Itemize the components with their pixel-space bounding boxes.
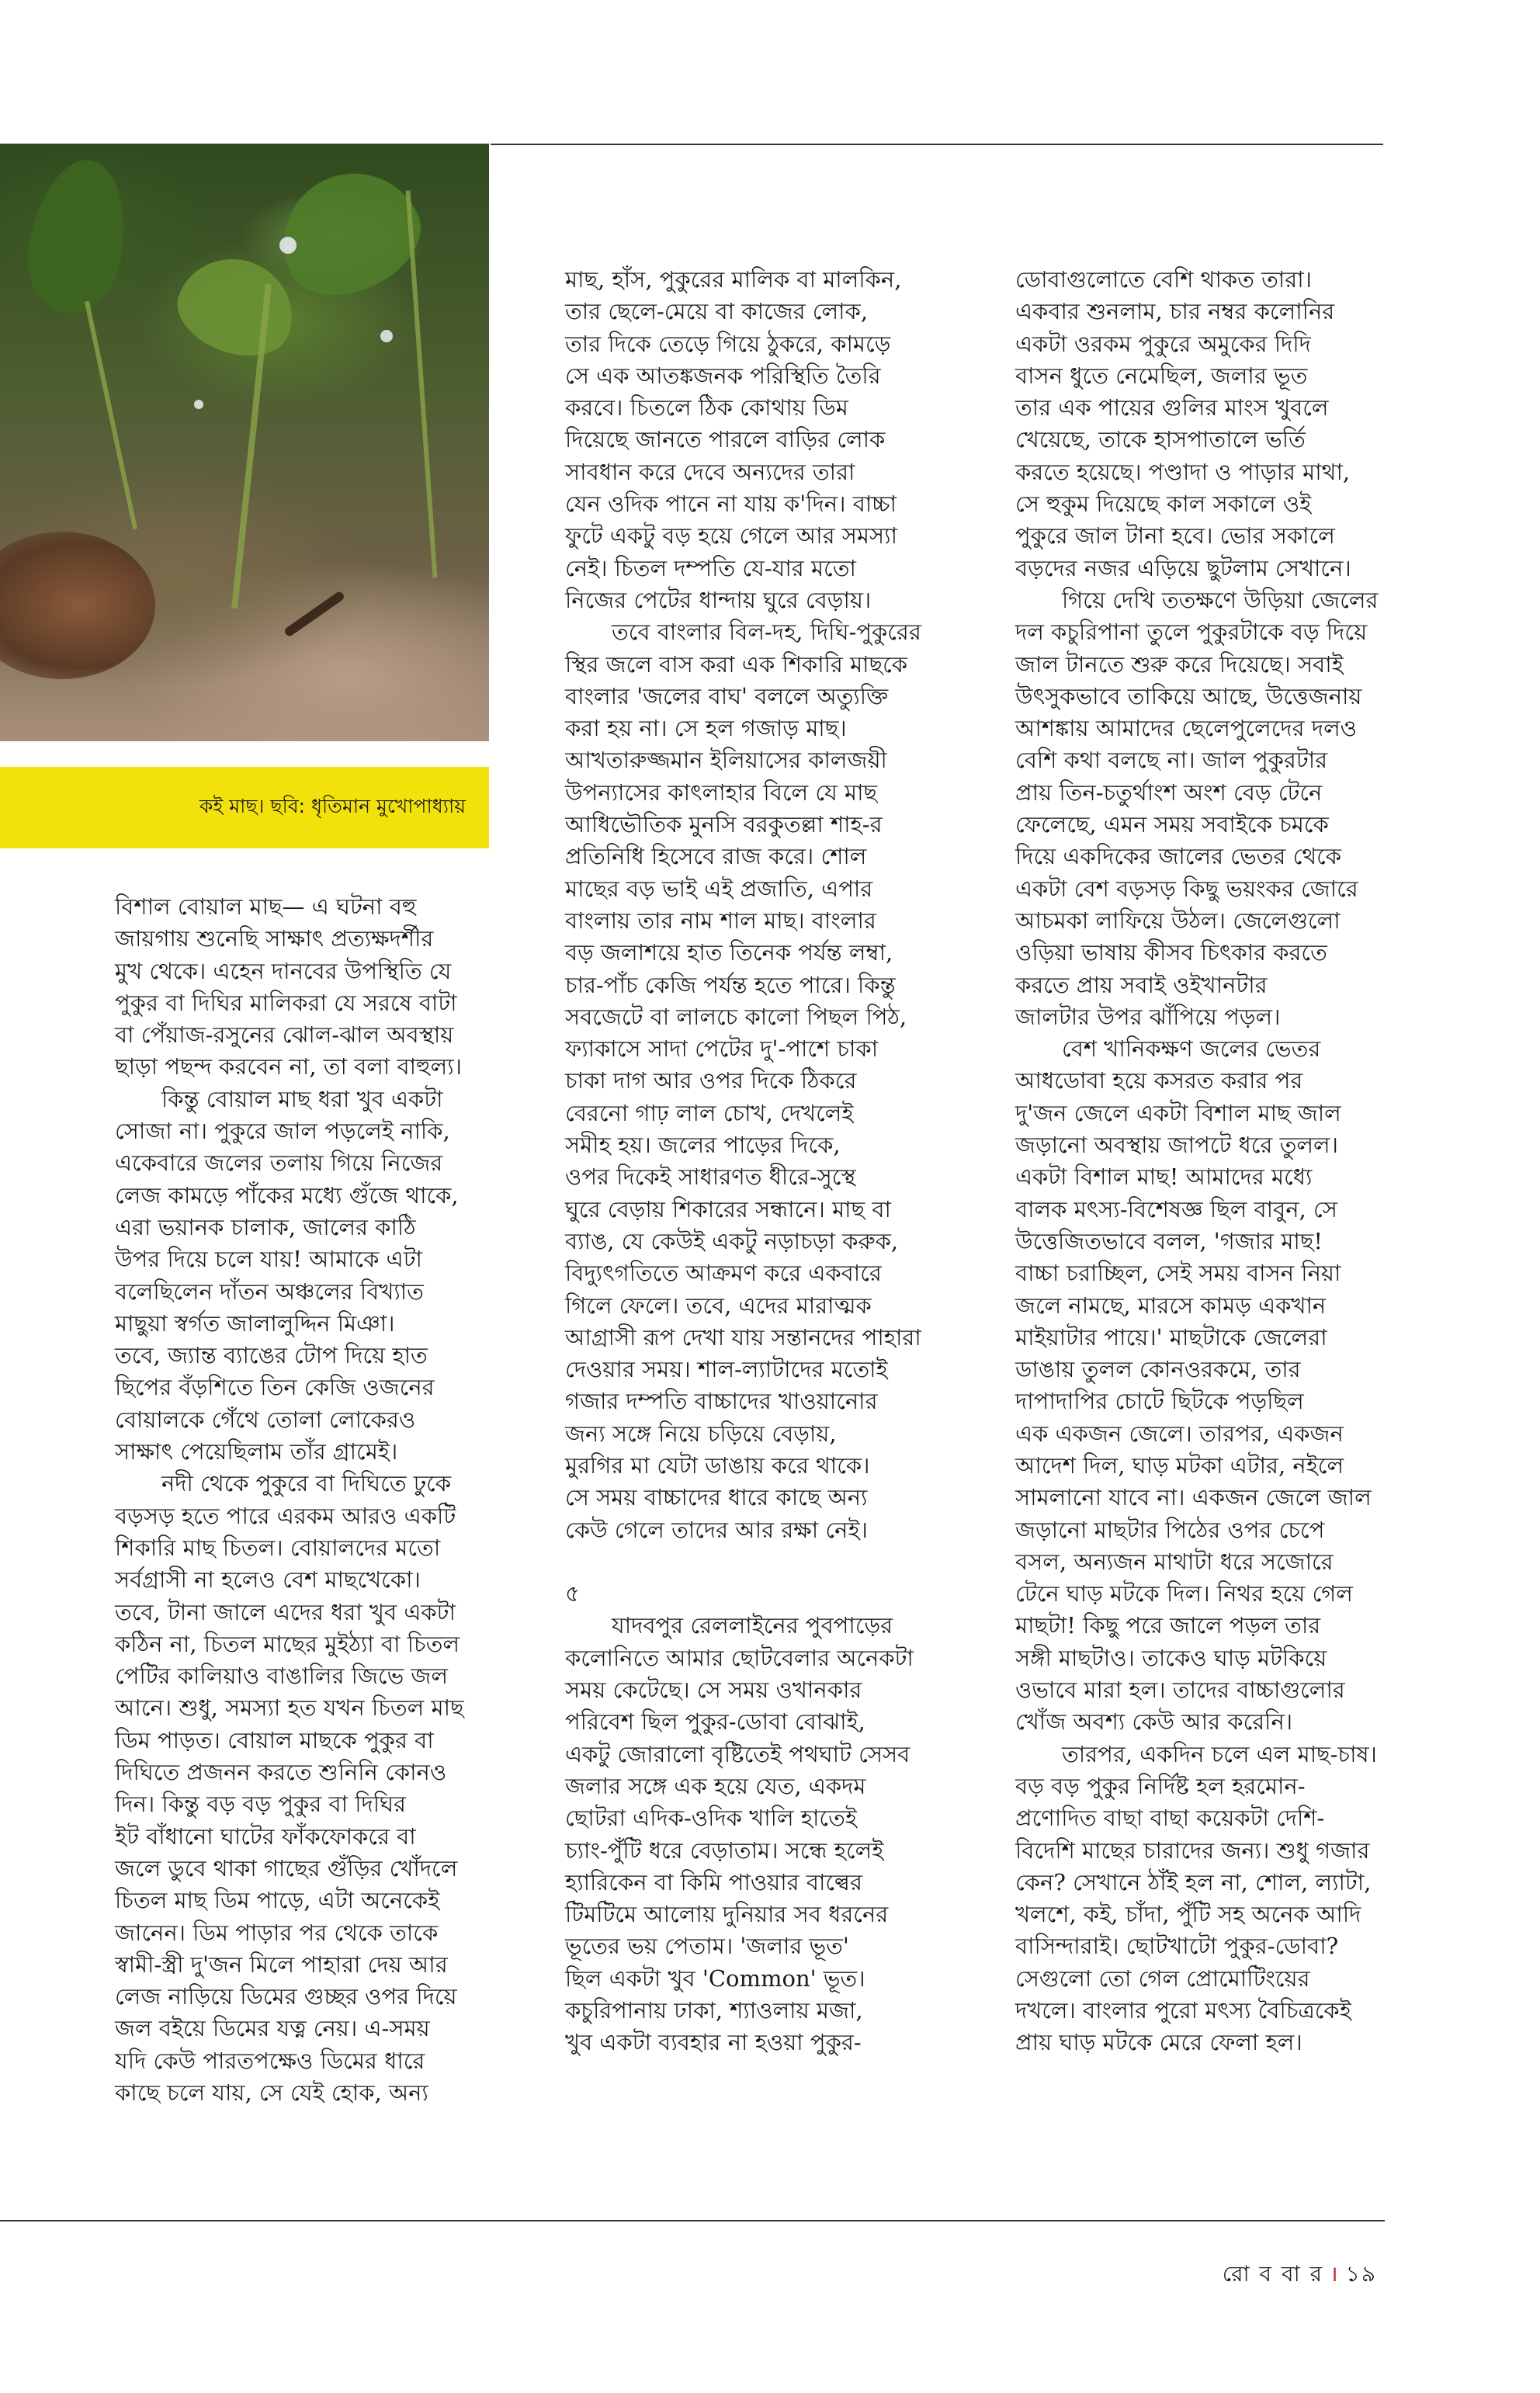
article-line: দিঘিতে প্রজনন করতে শুনিনি কোনও — [115, 1759, 447, 1786]
top-rule — [491, 144, 1383, 145]
article-line: ওড়িয়া ভাষায় কীসব চিৎকার করতে — [1015, 939, 1327, 966]
article-line: কলোনিতে আমার ছোটবেলার অনেকটা — [565, 1644, 914, 1671]
article-line: মাইয়াটার পায়ে।' মাছটাকে জেলেরা — [1015, 1323, 1327, 1351]
article-line: চিতল মাছ ডিম পাড়ে, এটা অনেকেই — [115, 1887, 440, 1914]
paragraph-spacer — [565, 1546, 921, 1578]
article-line: জাল টানতে শুরু করে দিয়েছে। সবাই — [1015, 650, 1344, 678]
article-line: এরা ভয়ানক চালাক, জালের কাঠি — [115, 1213, 416, 1240]
article-line: প্রায় ঘাড় মটকে মেরে ফেলা হল। — [1015, 2029, 1302, 2056]
article-line: নদী থেকে পুকুরে বা দিঘিতে ঢুকে — [161, 1470, 452, 1497]
article-line: জালটার উপর ঝাঁপিয়ে পড়ল। — [1015, 1003, 1281, 1030]
article-line: দল কচুরিপানা তুলে পুকুরটাকে বড় দিয়ে — [1015, 619, 1368, 646]
article-line: আগ্রাসী রূপ দেখা যায় সন্তানদের পাহারা — [565, 1323, 921, 1351]
article-line: আধডোবা হয়ে কসরত করার পর — [1015, 1067, 1303, 1094]
article-line: খেয়েছে, তাকে হাসপাতালে ভর্তি — [1015, 426, 1306, 453]
article-line: পুকুরে জাল টানা হবে। ভোর সকালে — [1015, 522, 1335, 550]
fish-body — [0, 532, 155, 679]
article-line: কেন? সেখানে ঠাঁই হল না, শোল, ল্যাটা, — [1015, 1868, 1372, 1895]
article-line: বেরনো গাঢ় লাল চোখ, দেখলেই — [565, 1099, 854, 1126]
article-line: সে হুকুম দিয়েছে কাল সকালে ওই — [1015, 491, 1312, 518]
article-line: বাসন ধুতে নেমেছিল, জলার ভূত — [1015, 362, 1308, 389]
article-line: চাকা দাগ আর ওপর দিকে ঠিকরে — [565, 1067, 857, 1094]
article-line: সাবধান করে দেবে অন্যদের তারা — [565, 458, 855, 485]
article-column-3 — [1015, 264, 1378, 2059]
article-line: তবে, জ্যান্ত ব্যাঙের টোপ দিয়ে হাত — [115, 1342, 428, 1369]
article-line: দু'জন জেলে একটা বিশাল মাছ জাল — [1015, 1099, 1341, 1126]
article-line: বড় জলাশয়ে হাত তিনেক পর্যন্ত লম্বা, — [565, 939, 893, 966]
article-line: একবার শুনলাম, চার নম্বর কলোনির — [1015, 298, 1335, 325]
article-line: বিশাল বোয়াল মাছ— এ ঘটনা বহু — [115, 893, 417, 920]
article-line: কিন্তু বোয়াল মাছ ধরা খুব একটা — [161, 1085, 443, 1112]
article-line: খুব একটা ব্যবহার না হওয়া পুকুর- — [565, 2029, 862, 2056]
article-line: জড়ানো অবস্থায় জাপটে ধরে তুলল। — [1015, 1132, 1338, 1159]
article-line: জায়গায় শুনেছি সাক্ষাৎ প্রত্যক্ষদর্শীর — [115, 925, 434, 952]
article-line: বাসিন্দারাই। ছোটখাটো পুকুর-ডোবা? — [1015, 1933, 1339, 1960]
article-line: প্রায় তিন-চতুর্থাংশ অংশ বেড় টেনে — [1015, 779, 1323, 806]
article-line: এক একজন জেলে। তারপর, একজন — [1015, 1420, 1344, 1447]
article-line: বলেছিলেন দাঁতন অঞ্চলের বিখ্যাত — [115, 1278, 424, 1305]
article-line: উপন্যাসের কাৎলাহার বিলে যে মাছ — [565, 779, 878, 806]
article-line: পুকুর বা দিঘির মালিকরা যে সরষে বাটা — [115, 989, 457, 1016]
article-line: বড় বড় পুকুর নির্দিষ্ট হল হরমোন- — [1015, 1772, 1306, 1799]
article-line: বালক মৎস্য-বিশেষজ্ঞ ছিল বাবুন, সে — [1015, 1195, 1337, 1223]
article-line: চার-পাঁচ কেজি পর্যন্ত হতে পারে। কিন্তু — [565, 971, 896, 998]
article-line: ছিপের বঁড়শিতে তিন কেজি ওজনের — [115, 1374, 435, 1401]
article-line: সবজেটে বা লালচে কালো পিছল পিঠ, — [565, 1003, 907, 1030]
article-line: জল বইয়ে ডিমের যত্ন নেয়। এ-সময় — [115, 2015, 430, 2042]
article-line: চ্যাং-পুঁটি ধরে বেড়াতাম। সন্ধে হলেই — [565, 1836, 884, 1864]
article-line: বড়সড় হতে পারে এরকম আরও একটি — [115, 1502, 456, 1529]
article-line: তার ছেলে-মেয়ে বা কাজের লোক, — [565, 298, 869, 325]
article-line: ওপর দিকেই সাধারণত ধীরে-সুস্থে — [565, 1164, 856, 1191]
article-line: জন্য সঙ্গে নিয়ে চড়িয়ে বেড়ায়, — [565, 1420, 837, 1447]
article-line: বোয়ালকে গেঁথে তোলা লোকেরও — [115, 1406, 416, 1433]
article-line: বাংলার 'জলের বাঘ' বললে অত্যুক্তি — [565, 682, 889, 709]
article-line: দিন। কিন্তু বড় বড় পুকুর বা দিঘির — [115, 1791, 406, 1818]
article-line: নিজের পেটের ধান্দায় ঘুরে বেড়ায়। — [565, 586, 872, 613]
article-line: ছাড়া পছন্দ করবেন না, তা বলা বাহুল্য। — [115, 1053, 462, 1080]
article-line: কচুরিপানায় ঢাকা, শ্যাওলায় মজা, — [565, 1997, 863, 2024]
article-line: সেগুলো তো গেল প্রোমোটিংয়ের — [1015, 1965, 1310, 1992]
article-line: ডিম পাড়ত। বোয়াল মাছকে পুকুর বা — [115, 1726, 434, 1753]
article-line: কেউ গেলে তাদের আর রক্ষা নেই। — [565, 1516, 868, 1543]
article-line: করা হয় না। সে হল গজাড় মাছ। — [565, 715, 847, 742]
article-line: সোজা না। পুকুরে জাল পড়লেই নাকি, — [115, 1118, 450, 1145]
article-line: ঘুরে বেড়ায় শিকারের সন্ধানে। মাছ বা — [565, 1195, 891, 1223]
article-line: মাছ, হাঁস, পুকুরের মালিক বা মালকিন, — [565, 266, 902, 293]
article-line: দেওয়ার সময়। শাল-ল্যাটাদের মতোই — [565, 1356, 888, 1383]
article-line: উপর দিয়ে চলে যায়! আমাকে এটা — [115, 1246, 422, 1273]
article-column-2 — [565, 264, 921, 2059]
article-line: স্বামী-স্ত্রী দু'জন মিলে পাহারা দেয় আর — [115, 1951, 448, 1978]
article-line: প্রতিনিধি হিসেবে রাজ করে। শোল — [565, 843, 867, 870]
article-line: পেটির কালিয়াও বাঙালির জিভে জল — [115, 1663, 448, 1690]
article-line: ভূতের ভয় পেতাম। 'জলার ভূত' — [565, 1933, 849, 1960]
article-column-1 — [115, 891, 464, 2109]
page-number: ১৯ — [1345, 2261, 1377, 2287]
article-line: গিলে ফেলে। তবে, এদের মারাত্মক — [565, 1292, 872, 1319]
article-line: খোঁজ অবশ্য কেউ আর করেনি। — [1015, 1708, 1293, 1736]
article-line: সামলানো যাবে না। একজন জেলে জাল — [1015, 1484, 1372, 1511]
article-line: ফ্যাকাসে সাদা পেটের দু'-পাশে চাকা — [565, 1035, 879, 1063]
article-line: যেন ওদিক পানে না যায় ক'দিন। বাচ্চা — [565, 491, 897, 518]
article-line: বিদেশি মাছের চারাদের জন্য। শুধু গজার — [1015, 1836, 1370, 1864]
article-line: একেবারে জলের তলায় গিয়ে নিজের — [115, 1150, 443, 1177]
article-line: মুরগির মা যেটা ডাঙায় করে থাকে। — [565, 1451, 870, 1479]
article-line: বড়দের নজর এড়িয়ে ছুটলাম সেখানে। — [1015, 554, 1351, 581]
article-line: লেজ কামড়ে পাঁকের মধ্যে গুঁজে থাকে, — [115, 1181, 459, 1209]
article-line: জলার সঙ্গে এক হয়ে যেত, একদম — [565, 1772, 866, 1799]
photo-caption-bar — [0, 767, 489, 848]
article-line: জড়ানো মাছটার পিঠের ওপর চেপে — [1015, 1516, 1325, 1543]
article-line: ছোটরা এদিক-ওদিক খালি হাতেই — [565, 1805, 857, 1832]
article-line: যাদবপুর রেললাইনের পুবপাড়ের — [612, 1612, 893, 1639]
article-line: করতে প্রায় সবাই ওইখানটার — [1015, 971, 1268, 998]
article-line: তার এক পায়ের গুলির মাংস খুবলে — [1015, 394, 1329, 421]
article-line: বা পেঁয়াজ-রসুনের ঝোল-ঝাল অবস্থায় — [115, 1021, 454, 1049]
article-line: সে এক আতঙ্কজনক পরিস্থিতি তৈরি — [565, 362, 881, 389]
article-line: সময় কেটেছে। সে সময় ওখানকার — [565, 1677, 862, 1704]
article-line: বাংলায় তার নাম শাল মাছ। বাংলার — [565, 907, 876, 934]
article-line: ফুটে একটু বড় হয়ে গেলে আর সমস্যা — [565, 522, 897, 550]
article-line: আচমকা লাফিয়ে উঠল। জেলেগুলো — [1015, 907, 1341, 934]
article-line: তারপর, একদিন চলে এল মাছ-চাষ। — [1062, 1740, 1377, 1767]
article-line: একটা বেশ বড়সড় কিছু ভয়ংকর জোরে — [1015, 875, 1358, 902]
article-line: শিকারি মাছ চিতল। বোয়ালদের মতো — [115, 1534, 441, 1561]
article-line: ছিল একটা খুব 'Common' ভূত। — [565, 1965, 865, 1992]
article-line: আনে। শুধু, সমস্যা হত যখন চিতল মাছ — [115, 1694, 464, 1722]
article-line: স্থির জলে বাস করা এক শিকারি মাছকে — [565, 650, 908, 678]
article-line: ডাঙায় তুলল কোনওরকমে, তার — [1015, 1356, 1301, 1383]
article-line: মুখ থেকে। এহেন দানবের উপস্থিতি যে — [115, 957, 452, 984]
article-line: কাছে চলে যায়, সে যেই হোক, অন্য — [115, 2079, 428, 2106]
article-line: দিয়েছে জানতে পারলে বাড়ির লোক — [565, 426, 886, 453]
article-line: সঙ্গী মাছটাও। তাকেও ঘাড় মটকিয়ে — [1015, 1644, 1327, 1671]
article-line: উত্তেজিতভাবে বলল, 'গজার মাছ! — [1015, 1227, 1323, 1254]
article-line: উৎসুকভাবে তাকিয়ে আছে, উত্তেজনায় — [1015, 682, 1362, 709]
article-line: ৫ — [565, 1580, 580, 1607]
article-line: মাছুয়া স্বর্গত জালালুদ্দিন মিঞা। — [115, 1309, 395, 1337]
article-line: লেজ নাড়িয়ে ডিমের গুচ্ছর ওপর দিয়ে — [115, 1983, 457, 2010]
article-line: আধিভৌতিক মুনসি বরকুতল্লা শাহ-র — [565, 811, 883, 838]
article-line: গজার দম্পতি বাচ্চাদের খাওয়ানোর — [565, 1388, 878, 1415]
article-line: বসল, অন্যজন মাথাটা ধরে সজোরে — [1015, 1548, 1334, 1575]
article-line: ইট বাঁধানো ঘাটের ফাঁকফোকরে বা — [115, 1822, 416, 1850]
page-footer — [1223, 2257, 1377, 2294]
article-line: সাক্ষাৎ পেয়েছিলাম তাঁর গ্রামেই। — [115, 1438, 398, 1465]
magazine-name: রো ব বা র — [1222, 2261, 1324, 2287]
article-line: বেশি কথা বলছে না। জাল পুকুরটার — [1015, 747, 1328, 774]
article-line: তবে বাংলার বিল-দহ, দিঘি-পুকুরের — [612, 619, 921, 646]
article-line: একটা ওরকম পুকুরে অমুকের দিদি — [1015, 330, 1311, 357]
fish-photo — [0, 144, 489, 741]
fish-fin — [283, 590, 346, 637]
article-line: জানেন। ডিম পাড়ার পর থেকে তাকে — [115, 1919, 439, 1946]
article-line: তবে, টানা জালে এদের ধরা খুব একটা — [115, 1598, 456, 1625]
article-line: দাপাদাপির চোটে ছিটকে পড়ছিল — [1015, 1388, 1304, 1415]
article-line: বেশ খানিকক্ষণ জলের ভেতর — [1062, 1035, 1321, 1063]
article-line: যদি কেউ পারতপক্ষেও ডিমের ধারে — [115, 2047, 425, 2074]
article-line: সর্বগ্রাসী না হলেও বেশ মাছখেকো। — [115, 1566, 421, 1594]
article-line: করতে হয়েছে। পণ্ডাদা ও পাড়ার মাথা, — [1015, 458, 1351, 485]
article-line: হ্যারিকেন বা কিমি পাওয়ার বাল্বের — [565, 1868, 862, 1895]
article-line: সে সময় বাচ্চাদের ধারে কাছে অন্য — [565, 1484, 868, 1511]
article-line: কঠিন না, চিতল মাছের মুইঠ্যা বা চিতল — [115, 1630, 460, 1657]
footer-separator: । — [1330, 2261, 1340, 2287]
article-line: আশঙ্কায় আমাদের ছেলেপুলেদের দলও — [1015, 715, 1358, 742]
article-line: একটা বিশাল মাছ! আমাদের মধ্যে — [1015, 1164, 1313, 1191]
article-line: মাছের বড় ভাই এই প্রজাতি, এপার — [565, 875, 873, 902]
article-line: ওভাবে মারা হল। তাদের বাচ্চাগুলোর — [1015, 1677, 1345, 1704]
photo-caption: কই মাছ। ছবি: ধৃতিমান মুখোপাধ্যায় — [199, 795, 466, 817]
article-line: ফেলেছে, এমন সময় সবাইকে চমকে — [1015, 811, 1329, 838]
bottom-rule — [0, 2220, 1385, 2221]
article-line: পরিবেশ ছিল পুকুর-ডোবা বোঝাই, — [565, 1708, 865, 1736]
article-line: ডোবাগুলোতে বেশি থাকত তারা। — [1015, 266, 1313, 293]
article-line: টিমটিমে আলোয় দুনিয়ার সব ধরনের — [565, 1901, 889, 1928]
article-line: দিয়ে একদিকের জালের ভেতর থেকে — [1015, 843, 1342, 870]
article-line: বাচ্চা চরাচ্ছিল, সেই সময় বাসন নিয়া — [1015, 1260, 1341, 1287]
article-line: জলে নামছে, মারসে কামড় একখান — [1015, 1292, 1327, 1319]
article-line: জলে ডুবে থাকা গাছের গুঁড়ির খোঁদলে — [115, 1854, 458, 1881]
article-line: খলশে, কই, চাঁদা, পুঁটি সহ অনেক আদি — [1015, 1901, 1361, 1928]
article-line: বিদ্যুৎগতিতে আক্রমণ করে একবারে — [565, 1260, 882, 1287]
article-line: ব্যাঙ, যে কেউই একটু নড়াচড়া করুক, — [565, 1227, 899, 1254]
article-line: দখলে। বাংলার পুরো মৎস্য বৈচিত্রকেই — [1015, 1997, 1351, 2024]
article-line: আখতারুজ্জমান ইলিয়াসের কালজয়ী — [565, 747, 887, 774]
article-line: টেনে ঘাড় মটকে দিল। নিথর হয়ে গেল — [1015, 1580, 1353, 1607]
article-line: মাছটা! কিছু পরে জালে পড়ল তার — [1015, 1612, 1321, 1639]
article-line: একটু জোরালো বৃষ্টিতেই পথঘাট সেসব — [565, 1740, 910, 1767]
article-line: তার দিকে তেড়ে গিয়ে ঠুকরে, কামড়ে — [565, 330, 891, 357]
article-line: প্রণোদিত বাছা বাছা কয়েকটা দেশি- — [1015, 1805, 1325, 1832]
article-line: আদেশ দিল, ঘাড় মটকা এটার, নইলে — [1015, 1451, 1344, 1479]
article-line: সমীহ হয়। জলের পাড়ের দিকে, — [565, 1132, 841, 1159]
article-line: গিয়ে দেখি ততক্ষণে উড়িয়া জেলের — [1062, 586, 1379, 613]
article-line: নেই। চিতল দম্পতি যে-যার মতো — [565, 554, 856, 581]
article-line: করবে। চিতলে ঠিক কোথায় ডিম — [565, 394, 848, 421]
